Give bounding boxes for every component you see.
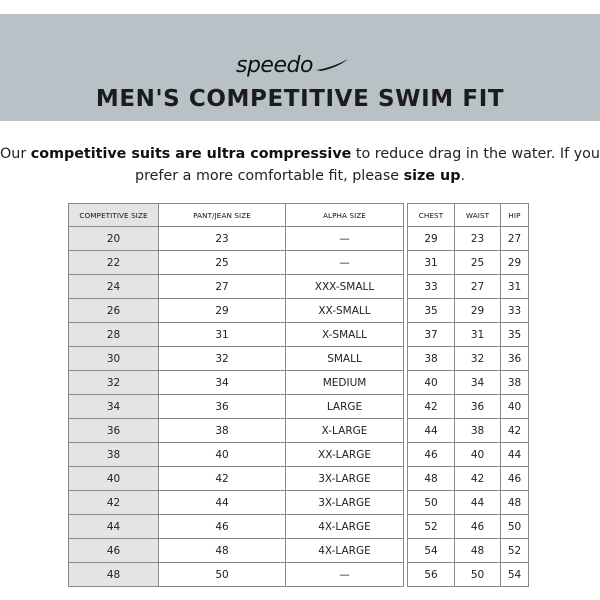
cell-competitive-size: 42 <box>69 491 159 515</box>
table-row <box>69 371 529 395</box>
cell-pant-jean-size: 32 <box>159 347 286 371</box>
cell-competitive-size: 28 <box>69 323 159 347</box>
table-row <box>69 491 529 515</box>
cell-alpha-size: SMALL <box>286 347 404 371</box>
cell-waist: 42 <box>455 467 501 491</box>
cell-alpha-size: — <box>286 227 404 251</box>
intro-bold-1: competitive suits are ultra compressive <box>30 146 352 162</box>
cell-pant-jean-size: 44 <box>159 491 286 515</box>
cell-competitive-size: 40 <box>69 467 159 491</box>
cell-alpha-size: — <box>286 251 404 275</box>
cell-alpha-size: 4X-LARGE <box>286 515 404 539</box>
table-header-row <box>69 204 529 227</box>
boomerang-logo-icon <box>315 58 349 72</box>
cell-pant-jean-size: 36 <box>159 395 286 419</box>
intro-text <box>0 143 600 187</box>
cell-waist: 50 <box>455 563 501 587</box>
cell-competitive-size: 38 <box>69 443 159 467</box>
header-alpha-size: ALPHA SIZE <box>286 204 404 227</box>
cell-waist: 29 <box>455 299 501 323</box>
header-competitive-size: COMPETITIVE SIZE <box>69 204 159 227</box>
speedo-logo <box>236 52 349 78</box>
cell-waist: 40 <box>455 443 501 467</box>
cell-hip: 44 <box>501 443 529 467</box>
cell-competitive-size: 32 <box>69 371 159 395</box>
cell-waist: 31 <box>455 323 501 347</box>
cell-hip: 33 <box>501 299 529 323</box>
cell-hip: 29 <box>501 251 529 275</box>
cell-chest: 50 <box>408 491 455 515</box>
header-pant-jean-size: PANT/JEAN SIZE <box>159 204 286 227</box>
cell-pant-jean-size: 48 <box>159 539 286 563</box>
cell-chest: 35 <box>408 299 455 323</box>
cell-alpha-size: 3X-LARGE <box>286 467 404 491</box>
cell-waist: 44 <box>455 491 501 515</box>
intro-part-3: . <box>460 168 465 184</box>
cell-competitive-size: 22 <box>69 251 159 275</box>
cell-competitive-size: 30 <box>69 347 159 371</box>
table-row <box>69 323 529 347</box>
cell-chest: 29 <box>408 227 455 251</box>
header-banner <box>0 14 600 121</box>
cell-pant-jean-size: 46 <box>159 515 286 539</box>
cell-chest: 44 <box>408 419 455 443</box>
cell-hip: 31 <box>501 275 529 299</box>
cell-waist: 48 <box>455 539 501 563</box>
cell-pant-jean-size: 38 <box>159 419 286 443</box>
cell-pant-jean-size: 23 <box>159 227 286 251</box>
cell-competitive-size: 46 <box>69 539 159 563</box>
cell-hip: 38 <box>501 371 529 395</box>
table-row <box>69 467 529 491</box>
cell-alpha-size: — <box>286 563 404 587</box>
table-row <box>69 347 529 371</box>
cell-hip: 40 <box>501 395 529 419</box>
table-row <box>69 395 529 419</box>
cell-chest: 38 <box>408 347 455 371</box>
cell-hip: 35 <box>501 323 529 347</box>
table-row <box>69 251 529 275</box>
cell-pant-jean-size: 29 <box>159 299 286 323</box>
cell-chest: 48 <box>408 467 455 491</box>
table-row <box>69 563 529 587</box>
table-body <box>69 227 529 587</box>
cell-waist: 25 <box>455 251 501 275</box>
cell-alpha-size: X-SMALL <box>286 323 404 347</box>
size-chart-table <box>68 203 529 587</box>
cell-waist: 34 <box>455 371 501 395</box>
cell-competitive-size: 20 <box>69 227 159 251</box>
cell-chest: 31 <box>408 251 455 275</box>
table-row <box>69 275 529 299</box>
cell-hip: 36 <box>501 347 529 371</box>
cell-pant-jean-size: 42 <box>159 467 286 491</box>
cell-chest: 37 <box>408 323 455 347</box>
header-hip: HIP <box>501 204 529 227</box>
cell-competitive-size: 24 <box>69 275 159 299</box>
cell-waist: 46 <box>455 515 501 539</box>
cell-hip: 27 <box>501 227 529 251</box>
intro-bold-2: size up <box>403 168 461 184</box>
cell-alpha-size: 3X-LARGE <box>286 491 404 515</box>
cell-chest: 56 <box>408 563 455 587</box>
cell-waist: 32 <box>455 347 501 371</box>
cell-chest: 52 <box>408 515 455 539</box>
cell-chest: 42 <box>408 395 455 419</box>
cell-competitive-size: 44 <box>69 515 159 539</box>
cell-pant-jean-size: 31 <box>159 323 286 347</box>
cell-chest: 40 <box>408 371 455 395</box>
cell-hip: 52 <box>501 539 529 563</box>
cell-hip: 54 <box>501 563 529 587</box>
cell-competitive-size: 26 <box>69 299 159 323</box>
cell-pant-jean-size: 25 <box>159 251 286 275</box>
table-row <box>69 299 529 323</box>
cell-pant-jean-size: 27 <box>159 275 286 299</box>
cell-alpha-size: X-LARGE <box>286 419 404 443</box>
cell-alpha-size: XX-LARGE <box>286 443 404 467</box>
cell-hip: 42 <box>501 419 529 443</box>
header-waist: WAIST <box>455 204 501 227</box>
brand-name: speedo <box>236 52 313 78</box>
cell-alpha-size: LARGE <box>286 395 404 419</box>
page-title: MEN'S COMPETITIVE SWIM FIT <box>95 86 505 112</box>
cell-alpha-size: XX-SMALL <box>286 299 404 323</box>
header-chest: CHEST <box>408 204 455 227</box>
cell-pant-jean-size: 34 <box>159 371 286 395</box>
cell-competitive-size: 36 <box>69 419 159 443</box>
table-row <box>69 419 529 443</box>
cell-hip: 50 <box>501 515 529 539</box>
cell-waist: 36 <box>455 395 501 419</box>
table-row <box>69 443 529 467</box>
cell-competitive-size: 34 <box>69 395 159 419</box>
cell-chest: 46 <box>408 443 455 467</box>
cell-hip: 46 <box>501 467 529 491</box>
intro-part-2: to reduce drag in the water. If you prefer a more comfortable fit, please <box>135 146 600 184</box>
cell-competitive-size: 48 <box>69 563 159 587</box>
table-row <box>69 515 529 539</box>
intro-part-1: Our <box>0 146 31 162</box>
cell-chest: 33 <box>408 275 455 299</box>
cell-hip: 48 <box>501 491 529 515</box>
cell-pant-jean-size: 50 <box>159 563 286 587</box>
table-row <box>69 539 529 563</box>
cell-chest: 54 <box>408 539 455 563</box>
cell-waist: 38 <box>455 419 501 443</box>
cell-alpha-size: XXX-SMALL <box>286 275 404 299</box>
cell-waist: 23 <box>455 227 501 251</box>
cell-alpha-size: MEDIUM <box>286 371 404 395</box>
cell-alpha-size: 4X-LARGE <box>286 539 404 563</box>
cell-pant-jean-size: 40 <box>159 443 286 467</box>
table-row <box>69 227 529 251</box>
cell-waist: 27 <box>455 275 501 299</box>
